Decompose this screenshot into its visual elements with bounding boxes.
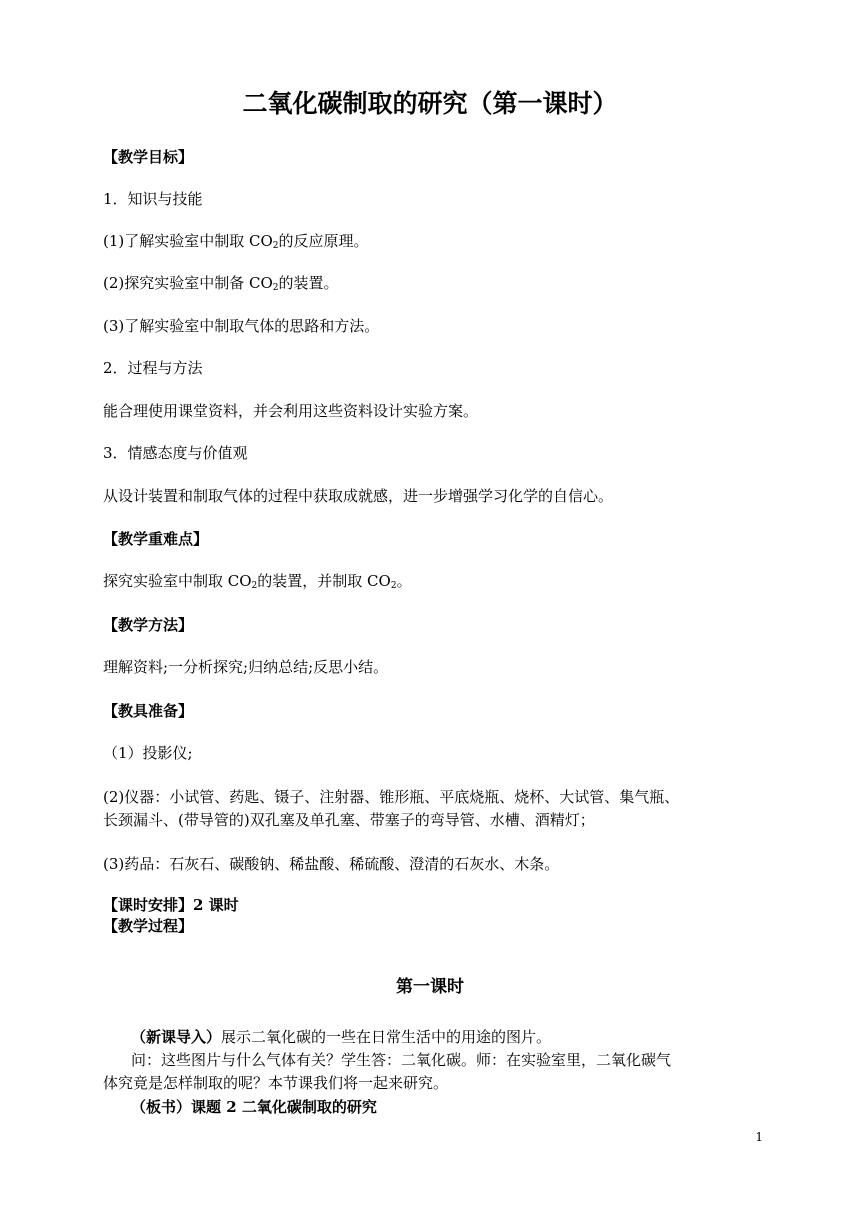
key-text: 探究实验室中制取 $CO_2$的装置，并制取 $CO_2$。 <box>103 572 412 591</box>
method-heading: 【教学方法】 <box>103 616 194 634</box>
question-line-1: 问：这些图片与什么气体有关？学生答：二氧化碳。师：在实验室里，二氧化碳气 <box>131 1051 672 1069</box>
lesson-heading: 第一课时 <box>396 977 464 997</box>
goal-3: 3．情感态度与价值观 <box>103 444 248 462</box>
tools-2b: 长颈漏斗、(带导管的)双孔塞及单孔塞、带塞子的弯导管、水槽、酒精灯； <box>103 811 595 829</box>
goal-1c: (3)了解实验室中制取气体的思路和方法。 <box>103 317 380 335</box>
board-line: （板书）课题 2 二氧化碳制取的研究 <box>131 1098 377 1116</box>
process-heading: 【教学过程】 <box>103 917 194 935</box>
tools-heading: 【教具准备】 <box>103 702 194 720</box>
goal-1b: (2)探究实验室中制备 $CO_2$的装置。 <box>103 274 339 293</box>
tools-3: (3)药品：石灰石、碳酸钠、稀盐酸、稀硫酸、澄清的石灰水、木条。 <box>103 855 560 873</box>
intro-line: （新课导入）展示二氧化碳的一些在日常生活中的用途的图片。 <box>131 1028 552 1046</box>
goal-1a: (1)了解实验室中制取 $CO_2$的反应原理。 <box>103 232 369 251</box>
page-number: 1 <box>755 1130 763 1144</box>
goal-2a: 能合理使用课堂资料，并会利用这些资料设计实验方案。 <box>103 402 479 420</box>
key-heading: 【教学重难点】 <box>103 530 209 548</box>
method-text: 理解资料;一分析探究;归纳总结;反思小结。 <box>103 658 389 676</box>
schedule: 【课时安排】2 课时 <box>103 896 239 914</box>
goal-3a: 从设计装置和制取气体的过程中获取成就感，进一步增强学习化学的自信心。 <box>103 487 614 505</box>
tools-2a: (2)仪器：小试管、药匙、镊子、注射器、锥形瓶、平底烧瓶、烧杯、大试管、集气瓶、 <box>103 788 680 806</box>
goal-2: 2．过程与方法 <box>103 359 203 377</box>
page-title: 二氧化碳制取的研究（第一课时） <box>242 89 618 118</box>
question-line-2: 体究竟是怎样制取的呢？本节课我们将一起来研究。 <box>103 1074 449 1092</box>
goal-1: 1．知识与技能 <box>103 190 203 208</box>
goals-heading: 【教学目标】 <box>103 148 194 166</box>
tools-1: （1）投影仪; <box>103 744 193 762</box>
